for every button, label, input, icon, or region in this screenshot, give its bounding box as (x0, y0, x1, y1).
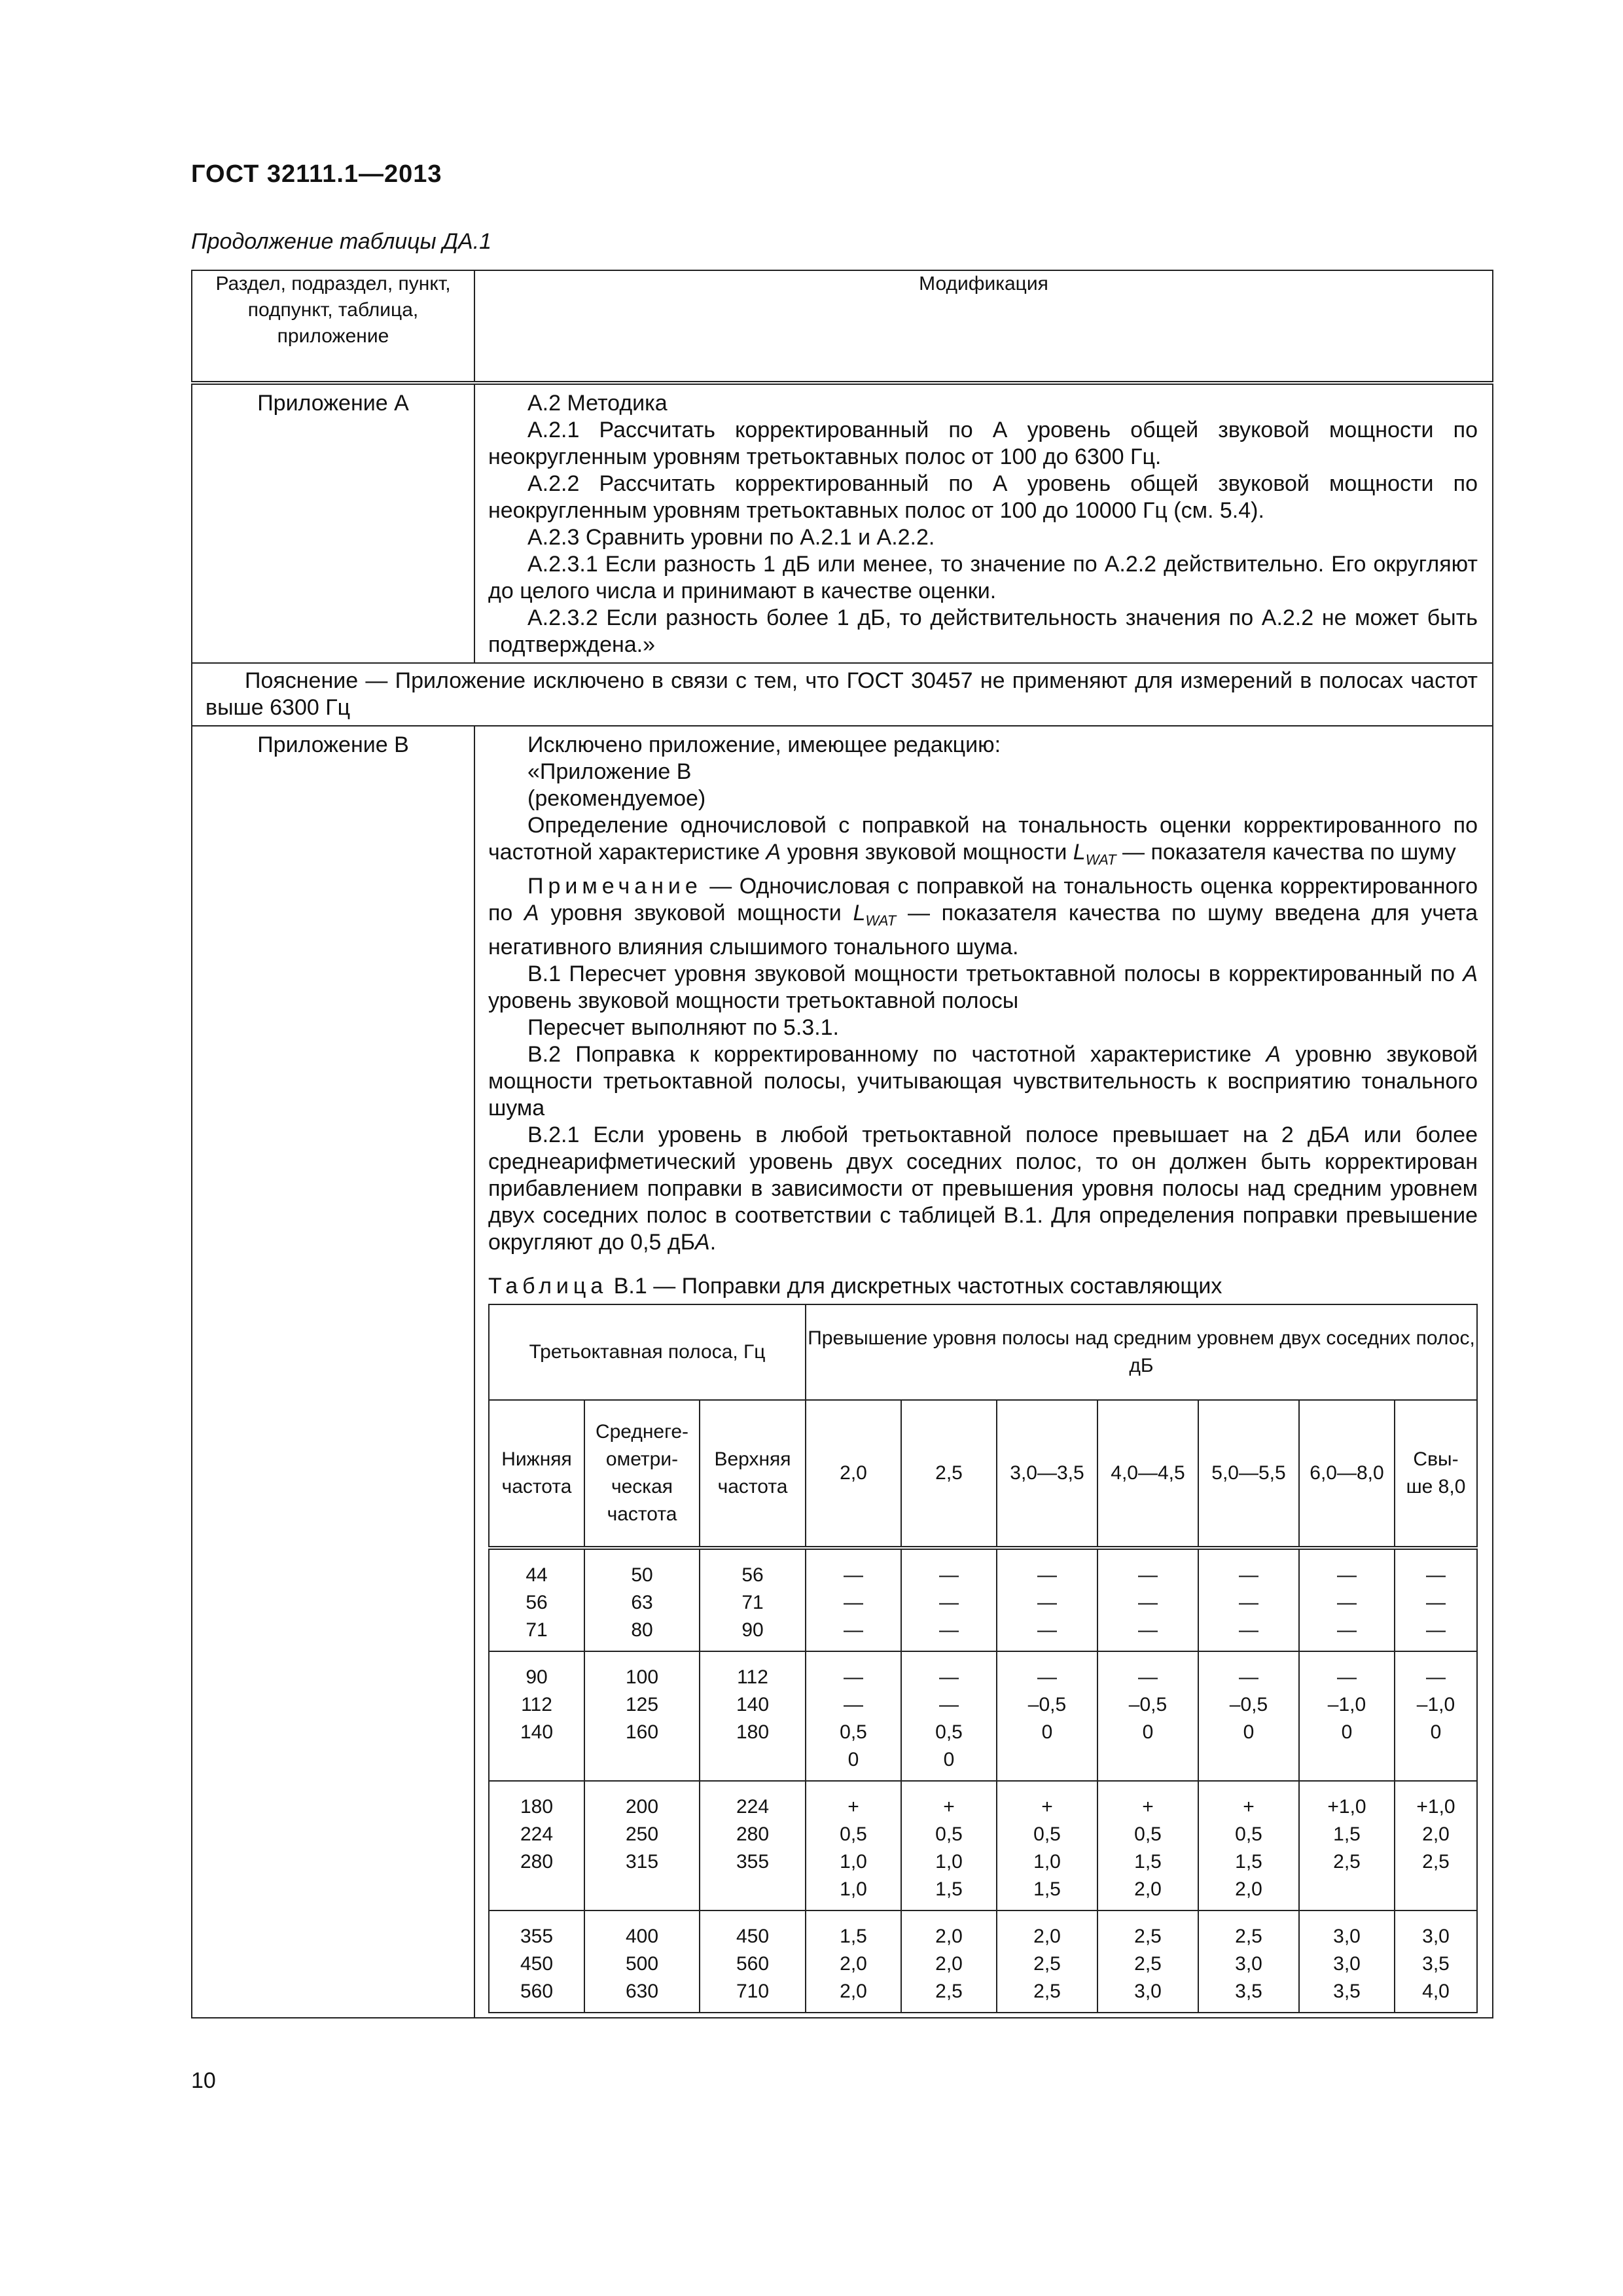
band-header: Третьоктавная полоса, Гц (489, 1304, 806, 1400)
table-row (489, 1781, 1477, 1910)
table-cell: 224 280 355 (700, 1781, 806, 1910)
inner-header-row-1 (489, 1304, 1477, 1400)
table-cell: — — — (901, 1548, 997, 1651)
paragraph: А.2 Методика (527, 391, 668, 416)
table-cell: — –0,5 0 (997, 1651, 1097, 1781)
table-cell: 3,0 3,0 3,5 (1299, 1910, 1395, 2013)
page-number: 10 (191, 2068, 216, 2093)
table-cell: +1,0 1,5 2,5 (1299, 1781, 1395, 1910)
excess-header: Превышение уровня полосы над средним уровнем двух соседних полос, дБ (806, 1304, 1477, 1400)
table-cell: 2,0 2,5 2,5 (997, 1910, 1097, 2013)
paragraph: А.2.3 Сравнить уровни по А.2.1 и А.2.2. (527, 525, 935, 550)
table-cell: 100 125 160 (584, 1651, 700, 1781)
table-cell: 112 140 180 (700, 1651, 806, 1781)
table-cell: +1,0 2,0 2,5 (1395, 1781, 1477, 1910)
table-cell: 180 224 280 (489, 1781, 584, 1910)
sub-header: Нижняя частота (489, 1400, 584, 1548)
table-cell: — — — (806, 1548, 901, 1651)
table-cell: — –0,5 0 (1198, 1651, 1299, 1781)
row-explanation (192, 663, 1493, 726)
sub-header: 2,0 (806, 1400, 901, 1548)
table-row (489, 1910, 1477, 2013)
sub-header: 3,0—3,5 (997, 1400, 1097, 1548)
sub-header: Свы- ше 8,0 (1395, 1400, 1477, 1548)
table-cell: + 0,5 1,0 1,0 (806, 1781, 901, 1910)
inner-table-body (489, 1548, 1477, 2013)
sub-header: Среднеге- ометри- ческая частота (584, 1400, 700, 1548)
paragraph: А.2.3.2 Если разность более 1 дБ, то действительность значения по А.2.2 не может быть подтверждена.» (488, 605, 1478, 657)
table-cell: — — — (1299, 1548, 1395, 1651)
paragraph: В.2.1 Если уровень в любой третьоктавной полосе превышает на 2 дБА или более среднеарифметический уровень двух соседних полос, то он должен быть корректирован прибавлением поправки в зависимости от превышения уровня полосы над средним уровнем двух соседних полос в соответствии с таблицей В.1. Для определения поправки превышение округляют до 0,5 дБА. (488, 1122, 1478, 1255)
table-continuation-caption: Продолжение таблицы ДА.1 (191, 229, 492, 254)
modification-table (191, 270, 1493, 2018)
document-header: ГОСТ 32111.1—2013 (191, 160, 442, 188)
paragraph: А.2.1 Рассчитать корректированный по А уровень общей звуковой мощности по неокругленным уровням третьоктавных полос от 100 до 6300 Гц. (488, 418, 1478, 469)
table-cell: — — — (997, 1548, 1097, 1651)
modification-cell-b (474, 726, 1493, 2018)
table-cell: + 0,5 1,0 1,5 (997, 1781, 1097, 1910)
sub-header: 6,0—8,0 (1299, 1400, 1395, 1548)
table-cell: 400 500 630 (584, 1910, 700, 2013)
inner-table-caption: Таблица В.1 — Поправки для дискретных частотных составляющих (488, 1274, 1222, 1299)
paragraph: Исключено приложение, имеющее редакцию: (527, 732, 1001, 757)
col-header-modification: Модификация (474, 270, 1493, 383)
row-appendix-b (192, 726, 1493, 2018)
table-cell: — — — (1097, 1548, 1198, 1651)
sub-header: 2,5 (901, 1400, 997, 1548)
table-cell: 1,5 2,0 2,0 (806, 1910, 901, 2013)
modification-cell-a (474, 383, 1493, 663)
paragraph: А.2.3.1 Если разность 1 дБ или менее, то значение по А.2.2 действительно. Его округляют до целого числа и принимают в качестве оценки. (488, 552, 1478, 603)
table-cell: 2,5 3,0 3,5 (1198, 1910, 1299, 2013)
section-cell-b: Приложение В (192, 726, 474, 2018)
table-cell: + 0,5 1,0 1,5 (901, 1781, 997, 1910)
corrections-table (488, 1304, 1478, 2013)
sub-header: 4,0—4,5 (1097, 1400, 1198, 1548)
table-cell: — — — (1395, 1548, 1477, 1651)
paragraph: А.2.2 Рассчитать корректированный по А уровень общей звуковой мощности по неокругленным уровням третьоктавных полос от 100 до 10000 Гц (см. 5.4). (488, 471, 1478, 523)
table-cell: — –0,5 0 (1097, 1651, 1198, 1781)
table-cell: 56 71 90 (700, 1548, 806, 1651)
note-paragraph: Примечание — Одночисловая с поправкой на тональность оценка корректированного по А уровня звуковой мощности $L_{WAT}$ — показателя качества по шуму введена для учета негативного влияния слышимого тонального шума. (488, 874, 1478, 960)
table-cell: 3,0 3,5 4,0 (1395, 1910, 1477, 2013)
table-header-row (192, 270, 1493, 383)
explanation-cell (192, 663, 1493, 726)
inner-header-row-2 (489, 1400, 1477, 1548)
table-cell: 50 63 80 (584, 1548, 700, 1651)
paragraph: Определение одночисловой с поправкой на тональность оценки корректированного по частотной характеристике А уровня звуковой мощности $L_{WAT}$ — показателя качества по шуму (488, 813, 1478, 868)
paragraph: В.2 Поправка к корректированному по частотной характеристике А уровню звуковой мощности третьоктавной полосы, учитывающая чувствительность к восприятию тонального шума (488, 1042, 1478, 1121)
sub-header: Верхняя частота (700, 1400, 806, 1548)
table-cell: 200 250 315 (584, 1781, 700, 1910)
table-cell: 450 560 710 (700, 1910, 806, 2013)
row-appendix-a (192, 383, 1493, 663)
table-cell: 2,5 2,5 3,0 (1097, 1910, 1198, 2013)
table-cell: 90 112 140 (489, 1651, 584, 1781)
table-cell: — — 0,5 0 (806, 1651, 901, 1781)
table-row (489, 1548, 1477, 1651)
col-header-section: Раздел, подраздел, пункт, подпункт, таблица, приложение (192, 270, 474, 383)
table-cell: + 0,5 1,5 2,0 (1097, 1781, 1198, 1910)
table-cell: — — — (1198, 1548, 1299, 1651)
table-cell: 44 56 71 (489, 1548, 584, 1651)
paragraph: «Приложение В (527, 759, 692, 784)
paragraph: Пересчет выполняют по 5.3.1. (527, 1015, 839, 1040)
paragraph: (рекомендуемое) (527, 786, 706, 811)
table-cell: 2,0 2,0 2,5 (901, 1910, 997, 2013)
table-cell: 355 450 560 (489, 1910, 584, 2013)
explanation-text: Пояснение — Приложение исключено в связи с тем, что ГОСТ 30457 не применяют для измерений в полосах частот выше 6300 Гц (205, 668, 1478, 720)
table-cell: — — 0,5 0 (901, 1651, 997, 1781)
table-row (489, 1651, 1477, 1781)
section-cell-a: Приложение А (192, 383, 474, 663)
sub-header: 5,0—5,5 (1198, 1400, 1299, 1548)
table-cell: — –1,0 0 (1395, 1651, 1477, 1781)
table-cell: + 0,5 1,5 2,0 (1198, 1781, 1299, 1910)
paragraph: В.1 Пересчет уровня звуковой мощности третьоктавной полосы в корректированный по А уровень звуковой мощности третьоктавной полосы (488, 961, 1478, 1013)
table-cell: — –1,0 0 (1299, 1651, 1395, 1781)
